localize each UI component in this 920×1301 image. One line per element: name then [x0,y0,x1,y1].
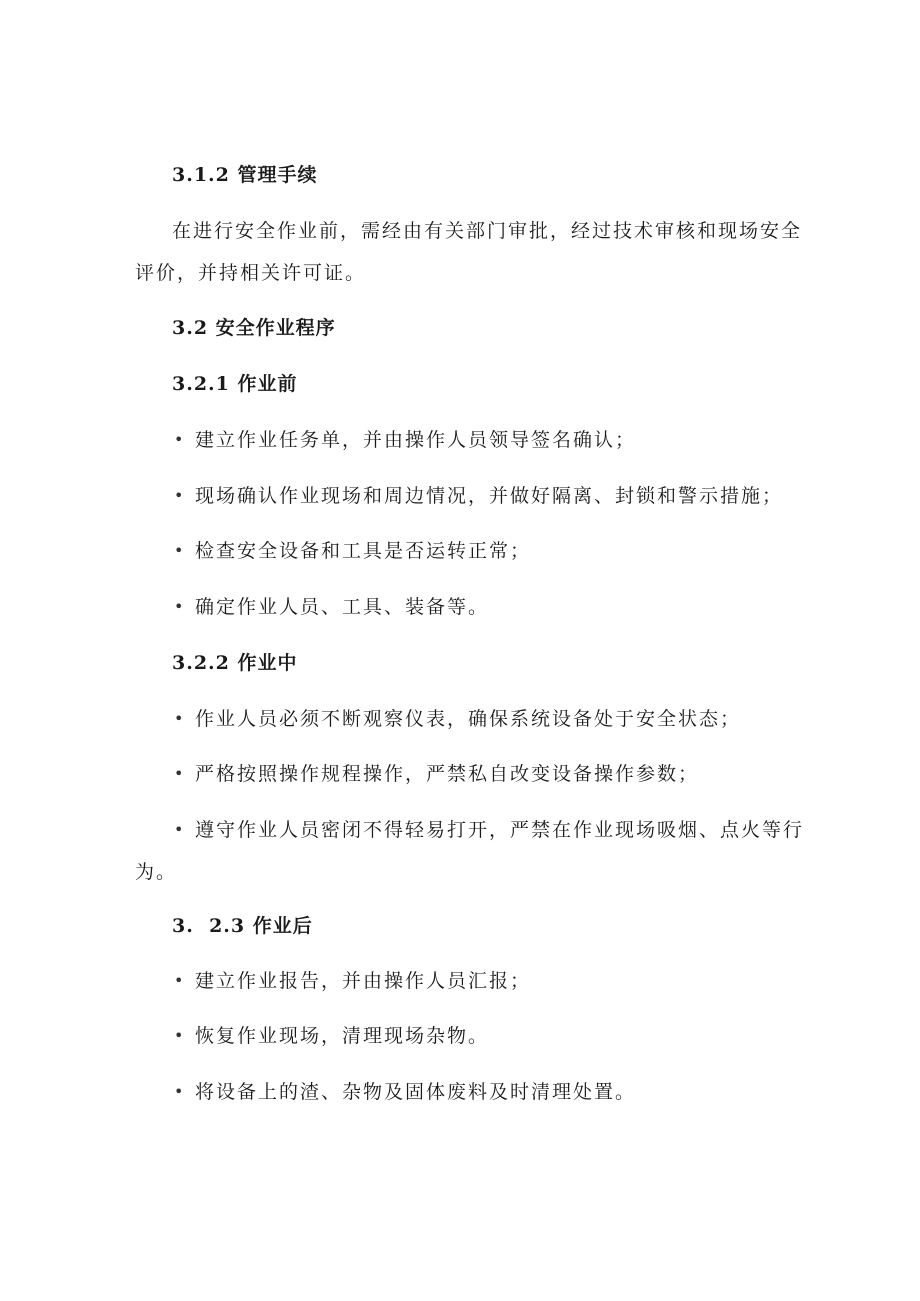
bullet-icon: • [174,1026,184,1045]
heading-3-2-3: 3. 2.3 作业后 [172,915,313,937]
list-item-before-2: 现场确认作业现场和周边情况，并做好隔离、封锁和警示措施； [195,485,784,507]
list-item-before-4: 确定作业人员、工具、装备等。 [195,596,490,618]
heading-3-2-1: 3.2.1 作业前 [172,373,298,395]
paragraph-approval-line2: 评价，并持相关许可证。 [135,262,367,284]
heading-3-2-2: 3.2.2 作业中 [172,652,298,674]
bullet-icon: • [174,820,184,839]
heading-3-2: 3.2 安全作业程序 [172,317,336,339]
paragraph-approval-line1: 在进行安全作业前，需经由有关部门审批，经过技术审核和现场安全 [172,220,803,242]
list-item-during-2: 严格按照操作规程操作，严禁私自改变设备操作参数； [195,763,700,785]
bullet-icon: • [174,597,184,616]
bullet-icon: • [174,764,184,783]
bullet-icon: • [174,541,184,560]
list-item-after-2: 恢复作业现场，清理现场杂物。 [195,1025,490,1047]
heading-3-1-2: 3.1.2 管理手续 [172,164,318,186]
list-item-after-1: 建立作业报告，并由操作人员汇报； [195,970,532,992]
list-item-after-3: 将设备上的渣、杂物及固体废料及时清理处置。 [195,1081,637,1103]
bullet-icon: • [174,430,184,449]
bullet-icon: • [174,1082,184,1101]
list-item-before-3: 检查安全设备和工具是否运转正常； [195,540,532,562]
list-item-during-3-continuation: 为。 [135,861,178,883]
bullet-icon: • [174,971,184,990]
list-item-during-1: 作业人员必须不断观察仪表，确保系统设备处于安全状态； [195,708,742,730]
bullet-icon: • [174,709,184,728]
list-item-during-3: 遵守作业人员密闭不得轻易打开，严禁在作业现场吸烟、点火等行 [195,819,805,841]
bullet-icon: • [174,486,184,505]
list-item-before-1: 建立作业任务单，并由操作人员领导签名确认； [195,429,637,451]
